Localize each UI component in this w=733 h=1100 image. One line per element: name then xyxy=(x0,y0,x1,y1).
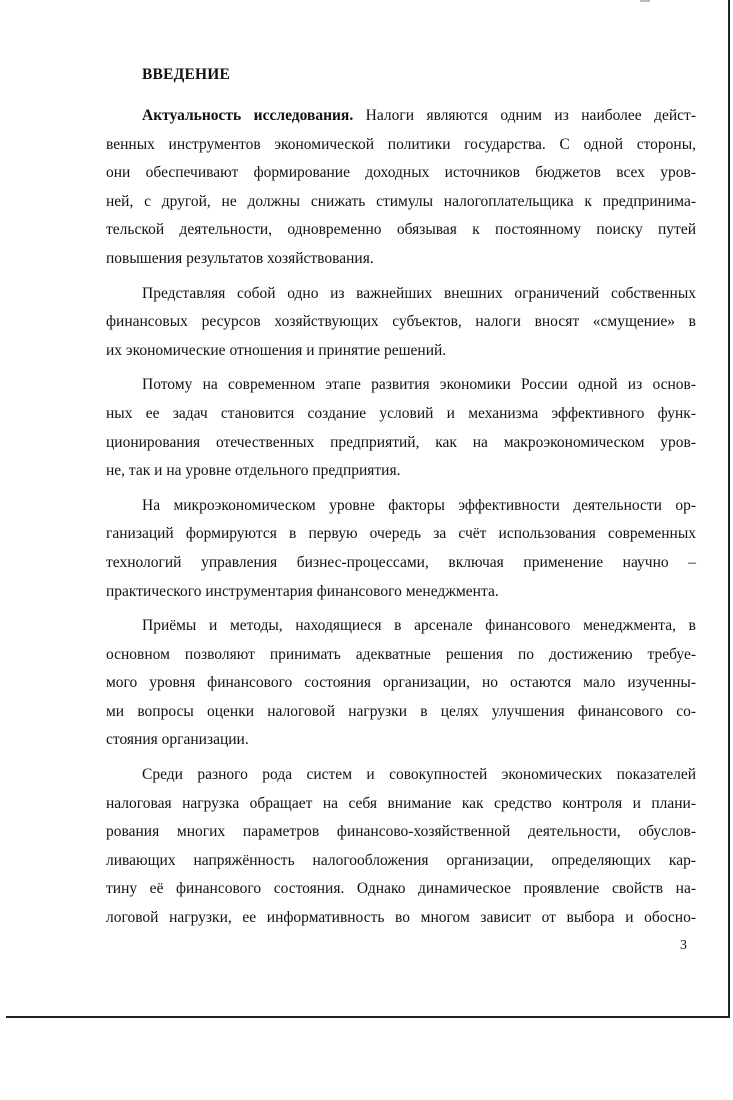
paragraph-line: стояния организации. xyxy=(106,731,249,749)
paragraph-line: не, так и на уровне отдельного предприятия. xyxy=(106,462,401,480)
page-number: 3 xyxy=(680,938,687,953)
paragraph-line: их экономические отношения и принятие решений. xyxy=(106,341,447,359)
paragraph-line: На микроэкономическом уровне факторы эффективности деятельности ор- xyxy=(142,496,696,514)
paragraph-line: они обеспечивают формирование доходных источников бюджетов всех уров- xyxy=(106,164,696,182)
page-right-border xyxy=(728,0,730,1018)
paragraph-line: финансовых ресурсов хозяйствующих субъектов, налоги вносят «смущение» в xyxy=(106,313,696,331)
paragraph-line: венных инструментов экономической политики государства. С одной стороны, xyxy=(106,135,696,153)
paragraph-line: мого уровня финансового состояния организации, но остаются мало изученны- xyxy=(106,674,696,692)
paragraph-line: рования многих параметров финансово-хозяйственной деятельности, обуслов- xyxy=(106,823,696,841)
paragraph-line: тину её финансового состояния. Однако динамическое проявление свойств на- xyxy=(106,880,696,898)
paragraph-line: Представляя собой одно из важнейших внешних ограничений собственных xyxy=(142,284,696,302)
section-heading: ВВЕДЕНИЕ xyxy=(142,66,231,83)
paragraph-line: технологий управления бизнес-процессами, включая применение научно – xyxy=(106,553,696,571)
paragraph-line: практического инструментария финансового менеджмента. xyxy=(106,582,499,600)
paragraph-6 xyxy=(106,761,696,933)
paragraph-line xyxy=(106,102,696,131)
paragraph-line: Среди разного рода систем и совокупностей экономических показателей xyxy=(142,766,696,784)
paragraph-line: логовой нагрузки, ее информативность во многом зависит от выбора и обосно- xyxy=(106,909,696,927)
paragraph-2 xyxy=(106,280,696,366)
paragraph-line: ней, с другой, не должны снижать стимулы налогоплательщика к предпринима- xyxy=(106,192,696,210)
scan-artifact xyxy=(640,0,650,2)
paragraph-5 xyxy=(106,612,696,755)
paragraph-line: тельской деятельности, одновременно обязывая к постоянному поиску путей xyxy=(106,221,696,239)
paragraph-1 xyxy=(106,102,696,274)
paragraph-line: основном позволяют принимать адекватные решения по достижению требуе- xyxy=(106,645,696,663)
page-bottom-border xyxy=(6,1016,730,1018)
paragraph-4 xyxy=(106,492,696,606)
paragraph-line: ганизаций формируются в первую очередь за счёт использования современных xyxy=(106,525,696,543)
paragraph-3 xyxy=(106,371,696,485)
paragraph-line: Потому на современном этапе развития экономики России одной из основ- xyxy=(142,376,696,394)
paragraph-line: ми вопросы оценки налоговой нагрузки в целях улучшения финансового со- xyxy=(106,702,696,720)
lead-bold-text: Актуальность исследования. xyxy=(142,107,354,124)
paragraph-line: ционирования отечественных предприятий, как на макроэкономическом уров- xyxy=(106,433,696,451)
paragraph-line: налоговая нагрузка обращает на себя внимание как средство контроля и плани- xyxy=(106,794,696,812)
document-body xyxy=(106,62,696,939)
paragraph-line: ливающих напряжённость налогообложения организации, определяющих кар- xyxy=(106,851,696,869)
paragraph-line: ных ее задач становится создание условий и механизма эффективного функ- xyxy=(106,404,696,422)
paragraph-line: Приёмы и методы, находящиеся в арсенале финансового менеджмента, в xyxy=(142,617,696,635)
paragraph-line: повышения результатов хозяйствования. xyxy=(106,249,374,267)
line-text: Налоги являются одним из наиболее дейст- xyxy=(353,107,696,124)
